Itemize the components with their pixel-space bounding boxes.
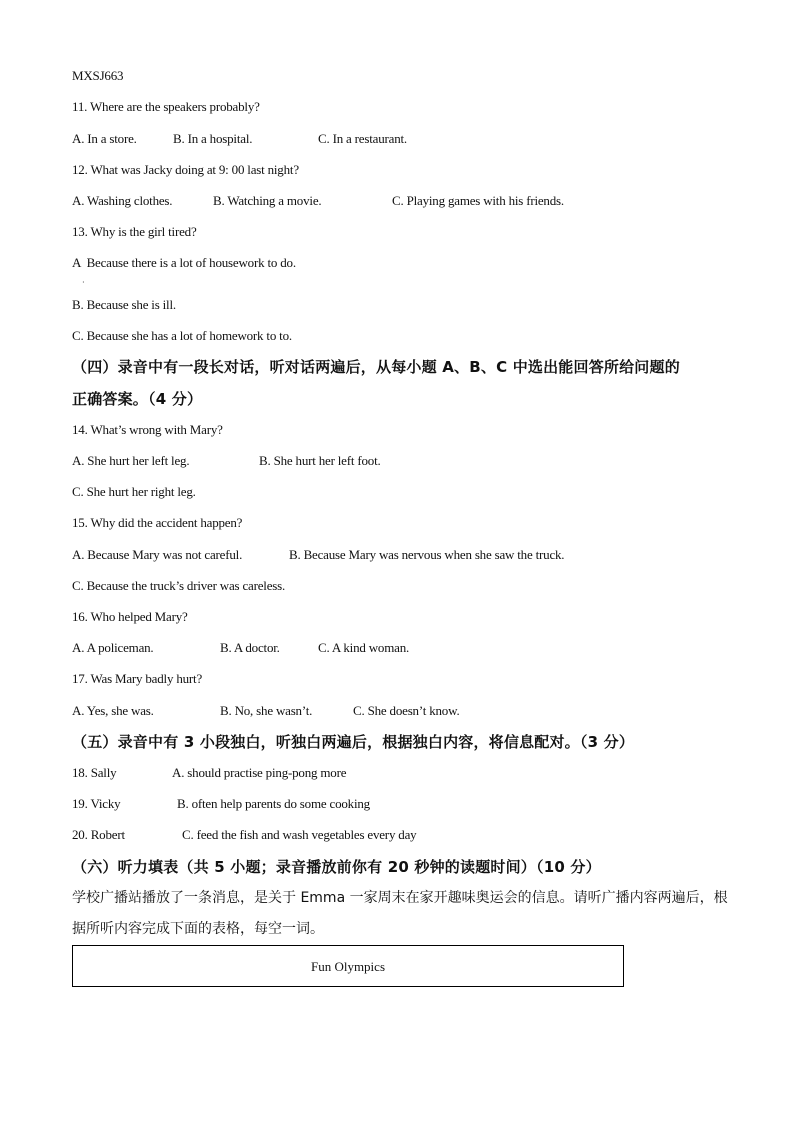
q16-option-a: A. A policeman. [72, 640, 154, 655]
section-6-intro-line2: 据所听内容完成下面的表格，每空一词。 [72, 921, 324, 937]
q16-option-c: C. A kind woman. [318, 640, 410, 655]
q12-option-b: B. Watching a movie. [213, 193, 322, 208]
q16-option-b: B. A doctor. [220, 640, 280, 655]
question-13: 13. Why is the girl tired? [72, 224, 197, 239]
q17-option-c: C. She doesn’t know. [353, 703, 460, 718]
stray-dot: · [82, 278, 85, 287]
section-4-heading-line2: 正确答案。（4 分） [72, 390, 203, 408]
q12-option-a: A. Washing clothes. [72, 193, 173, 208]
q14-option-b: B. She hurt her left foot. [259, 453, 381, 468]
paper-code: MXSJ663 [72, 68, 124, 83]
match-option-c: C. feed the fish and wash vegetables every day [182, 827, 417, 842]
table-title: Fun Olympics [310, 959, 386, 974]
q14-option-a: A. She hurt her left leg. [72, 453, 190, 468]
match-name-18: 18. Sally [72, 765, 117, 780]
q13-option-c: C. Because she has a lot of homework to to. [72, 328, 292, 343]
question-16: 16. Who helped Mary? [72, 609, 188, 624]
q15-option-a: A. Because Mary was not careful. [72, 547, 243, 562]
q15-option-b: B. Because Mary was nervous when she saw the truck. [289, 547, 565, 562]
q14-option-c: C. She hurt her right leg. [72, 484, 196, 499]
question-14: 14. What’s wrong with Mary? [72, 422, 223, 437]
q11-option-a: A. In a store. [72, 131, 137, 146]
question-15: 15. Why did the accident happen? [72, 515, 243, 530]
q11-option-b: B. In a hospital. [173, 131, 253, 146]
match-option-b: B. often help parents do some cooking [177, 796, 370, 811]
question-12: 12. What was Jacky doing at 9: 00 last night? [72, 162, 299, 177]
question-17: 17. Was Mary badly hurt? [72, 671, 203, 686]
match-option-a: A. should practise ping-pong more [172, 765, 347, 780]
q13-option-b: B. Because she is ill. [72, 297, 176, 312]
q15-option-c: C. Because the truck’s driver was careless. [72, 578, 286, 593]
q13-option-a: A Because there is a lot of housework to do. [72, 255, 296, 270]
q17-option-a: A. Yes, she was. [72, 703, 154, 718]
q17-option-b: B. No, she wasn’t. [220, 703, 313, 718]
section-6-heading: （六）听力填表（共 5 小题；录音播放前你有 20 秒钟的读题时间）（10 分） [72, 858, 601, 876]
match-name-20: 20. Robert [72, 827, 125, 842]
q12-option-c: C. Playing games with his friends. [392, 193, 564, 208]
section-4-heading-line1: （四）录音中有一段长对话，听对话两遍后，从每小题 A、B、C 中选出能回答所给问题的 [72, 358, 680, 376]
q11-option-c: C. In a restaurant. [318, 131, 407, 146]
match-name-19: 19. Vicky [72, 796, 121, 811]
section-6-intro-line1: 学校广播站播放了一条消息，是关于 Emma 一家周末在家开趣味奥运会的信息。请听广播内容两遍后，根 [72, 890, 728, 906]
section-5-heading: （五）录音中有 3 小段独白，听独白两遍后，根据独白内容，将信息配对。（3 分） [72, 733, 635, 751]
fun-olympics-table [72, 945, 624, 987]
question-11: 11. Where are the speakers probably? [72, 99, 260, 114]
